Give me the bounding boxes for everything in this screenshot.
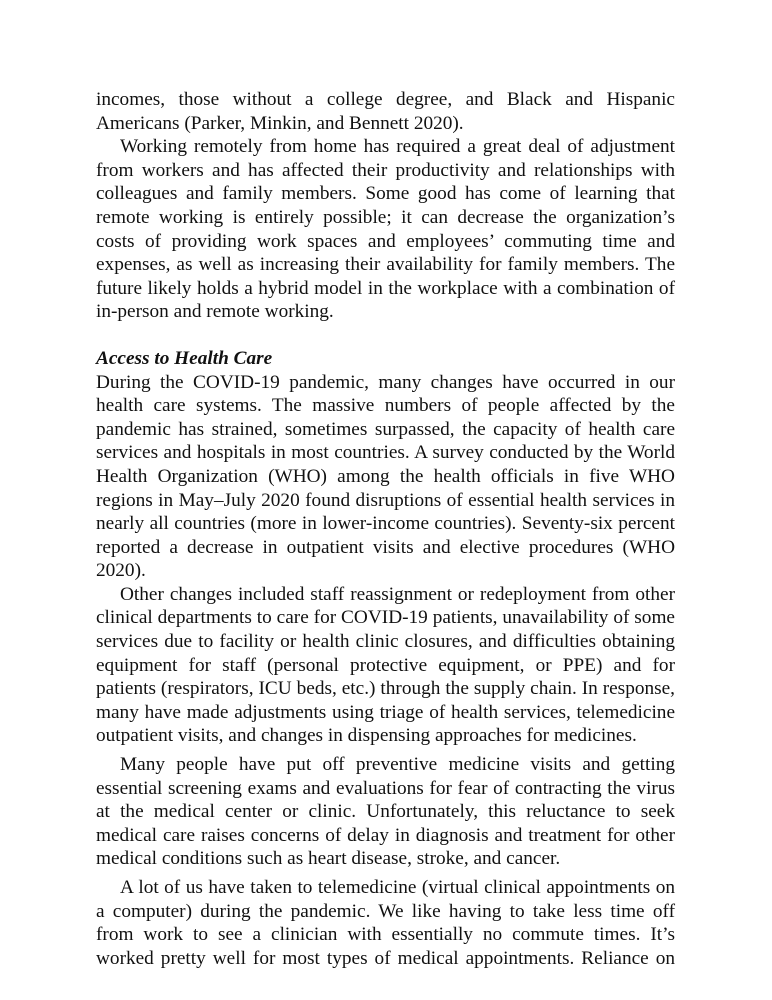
- paragraph-remote-working: Working remotely from home has required a great deal of adjustment from workers and has affected their productivity and relationships with colleagues and family members. Some good has come of learning that remote working is entirely possible; it can decrease the organization’s costs of providing work spaces and employees’ commuting time and expenses, as well as increasing their availability for family members. The future likely holds a hybrid model in the workplace with a combination of in-person and remote working.: [96, 136, 675, 323]
- paragraph-other-changes: Other changes included staff reassignment or redeployment from other clinical departments to care for COVID-19 patients, unavailability of some services due to facility or health clinic closures, and difficulties obtaining equipment for staff (personal protective equipment, or PPE) and for patients (respirators, ICU beds, etc.) through the supply chain. In response, many have made adjustments using triage of health services, telemedicine outpatient visits, and changes in dispensing approaches for medicines.: [96, 583, 675, 747]
- document-page: [96, 88, 675, 970]
- paragraph-continuation: incomes, those without a college degree, and Black and Hispanic Americans (Parker, Minkin, and Bennett 2020).: [96, 89, 675, 134]
- section-heading: Access to Health Care: [96, 347, 273, 369]
- paragraph-covid-health-systems: During the COVID-19 pandemic, many changes have occurred in our health care systems. The massive numbers of people affected by the pandemic has strained, sometimes surpassed, the capacity of health care services and hospitals in most countries. A survey conducted by the World Health Organization (WHO) among the health officials in five WHO regions in May–July 2020 found disruptions of essential health services in nearly all countries (more in lower-income countries). Seventy-six percent reported a decrease in outpatient visits and elective procedures (WHO 2020).: [96, 371, 675, 582]
- paragraph-preventive-medicine: Many people have put off preventive medicine visits and getting essential screening exams and evaluations for fear of contracting the virus at the medical center or clinic. Unfortunately, this reluctance to seek medical care raises concerns of delay in diagnosis and treatment for other medical conditions such as heart disease, stroke, and cancer.: [96, 754, 675, 870]
- paragraph-telemedicine: A lot of us have taken to telemedicine (virtual clinical appointments on a computer) during the pandemic. We like having to take less time off from work to see a clinician with essentially no commute times. It’s worked pretty well for most types of medical appointments. Reliance on: [96, 877, 675, 969]
